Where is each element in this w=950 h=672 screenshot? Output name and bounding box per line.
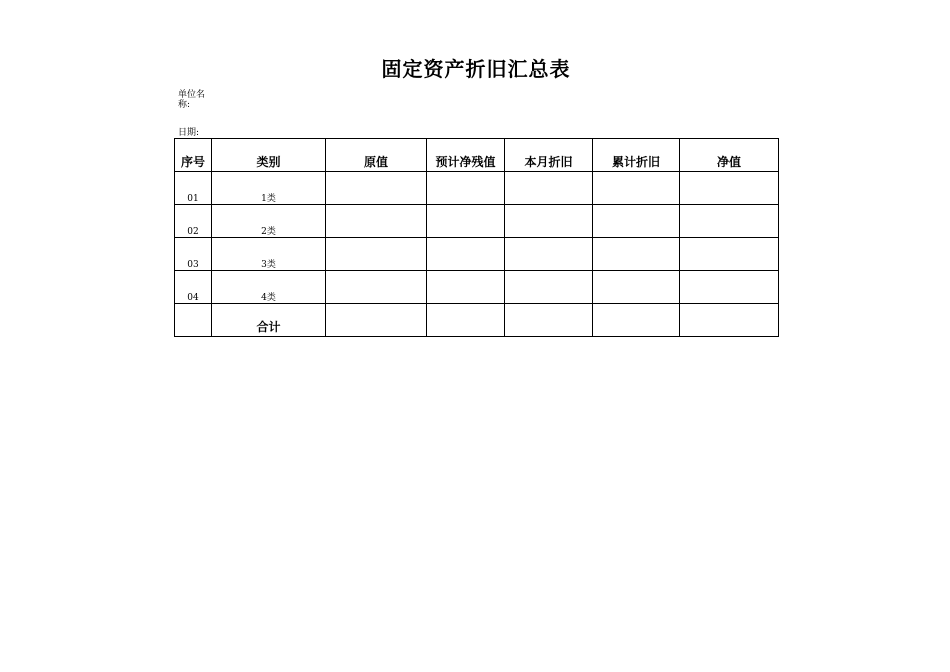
header-original-value: 原值: [326, 139, 427, 172]
cell-monthly-depreciation[interactable]: [505, 238, 593, 271]
row-seq[interactable]: 01: [175, 172, 212, 205]
cell-residual-value[interactable]: [427, 172, 505, 205]
unit-name-label: 单位名称:: [178, 90, 206, 110]
header-residual-value: 预计净残值: [427, 139, 505, 172]
header-seq: 序号: [175, 139, 212, 172]
row-seq[interactable]: 04: [175, 271, 212, 304]
sheet-title: 固定资产折旧汇总表: [381, 57, 571, 81]
cell-net-value[interactable]: [680, 205, 779, 238]
cell-net-value[interactable]: [680, 172, 779, 205]
cell-residual-value[interactable]: [427, 238, 505, 271]
row-seq[interactable]: 02: [175, 205, 212, 238]
header-row: [175, 139, 779, 172]
row-seq[interactable]: 03: [175, 238, 212, 271]
header-accumulated-depreciation: 累计折旧: [593, 139, 680, 172]
total-seq-cell[interactable]: [175, 304, 212, 337]
table-row: [175, 238, 779, 271]
row-category[interactable]: 4类: [212, 271, 326, 304]
cell-residual-value[interactable]: [427, 205, 505, 238]
cell-original-value[interactable]: [326, 205, 427, 238]
cell-net-value[interactable]: [680, 271, 779, 304]
cell-monthly-depreciation[interactable]: [505, 172, 593, 205]
row-category[interactable]: 2类: [212, 205, 326, 238]
cell-accumulated-depreciation[interactable]: [593, 271, 680, 304]
total-original-value[interactable]: [326, 304, 427, 337]
total-net-value[interactable]: [680, 304, 779, 337]
total-label[interactable]: 合计: [212, 304, 326, 337]
cell-monthly-depreciation[interactable]: [505, 271, 593, 304]
row-category[interactable]: 3类: [212, 238, 326, 271]
depreciation-summary-table: [174, 138, 779, 337]
table-row: [175, 172, 779, 205]
cell-original-value[interactable]: [326, 271, 427, 304]
cell-original-value[interactable]: [326, 238, 427, 271]
cell-residual-value[interactable]: [427, 271, 505, 304]
cell-monthly-depreciation[interactable]: [505, 205, 593, 238]
cell-accumulated-depreciation[interactable]: [593, 205, 680, 238]
total-accumulated-depreciation[interactable]: [593, 304, 680, 337]
total-row: [175, 304, 779, 337]
row-category[interactable]: 1类: [212, 172, 326, 205]
cell-original-value[interactable]: [326, 172, 427, 205]
date-label: 日期:: [178, 128, 200, 138]
cell-accumulated-depreciation[interactable]: [593, 238, 680, 271]
table-row: [175, 205, 779, 238]
header-net-value: 净值: [680, 139, 779, 172]
total-residual-value[interactable]: [427, 304, 505, 337]
table-row: [175, 271, 779, 304]
total-monthly-depreciation[interactable]: [505, 304, 593, 337]
header-category: 类别: [212, 139, 326, 172]
cell-accumulated-depreciation[interactable]: [593, 172, 680, 205]
header-monthly-depreciation: 本月折旧: [505, 139, 593, 172]
cell-net-value[interactable]: [680, 238, 779, 271]
